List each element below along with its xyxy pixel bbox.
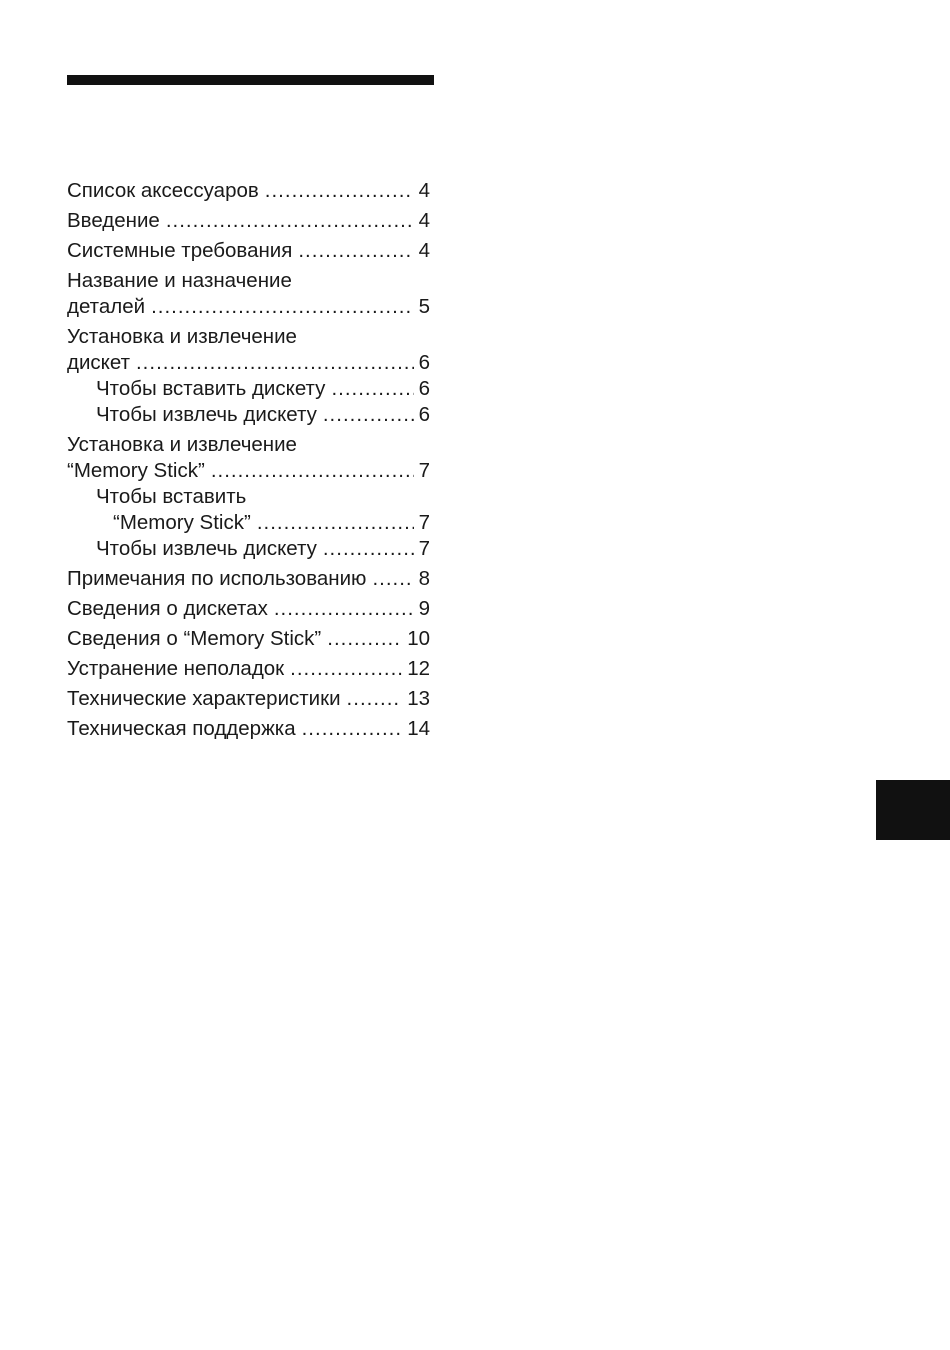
toc-page-number: 4 xyxy=(418,179,430,202)
toc-dot-leader xyxy=(302,716,403,742)
toc-entry-about-floppies[interactable] xyxy=(67,596,430,622)
toc-entry-title: Чтобы извлечь дискету xyxy=(96,403,317,426)
toc-entry-memory-stick-insert-remove[interactable] xyxy=(67,432,430,484)
toc-dot-leader xyxy=(211,458,414,484)
toc-entry-title: дискет xyxy=(67,351,130,374)
toc-entry-title-line1: Чтобы вставить xyxy=(96,485,247,508)
toc-page-number: 9 xyxy=(418,597,430,620)
toc-page-number: 10 xyxy=(407,627,430,650)
toc-entry-introduction[interactable] xyxy=(67,208,430,234)
toc-dot-leader xyxy=(323,402,414,428)
toc-page-number: 14 xyxy=(407,717,430,740)
toc-entry-about-memory-stick[interactable] xyxy=(67,626,430,652)
toc-entry-title-line1: Установка и извлечение xyxy=(67,433,297,456)
toc-page-number: 6 xyxy=(418,377,430,400)
toc-entry-title: Системные требования xyxy=(67,239,293,262)
toc-dot-leader xyxy=(347,686,403,712)
toc-entry-title: Сведения о “Memory Stick” xyxy=(67,627,322,650)
toc-dot-leader xyxy=(166,208,414,234)
toc-subentry-insert-floppy[interactable] xyxy=(67,376,430,402)
toc-entry-title: “Memory Stick” xyxy=(67,459,205,482)
toc-dot-leader xyxy=(136,350,414,376)
toc-entry-title: Устранение неполадок xyxy=(67,657,285,680)
toc-subentry-remove-memory-stick[interactable] xyxy=(67,536,430,562)
toc-page-number: 4 xyxy=(418,209,430,232)
toc-entry-floppy-insert-remove[interactable] xyxy=(67,324,430,376)
toc-dot-leader xyxy=(372,566,413,592)
toc-subentry-remove-floppy[interactable] xyxy=(67,402,430,428)
toc-dot-leader xyxy=(257,510,414,536)
toc-dot-leader xyxy=(265,178,414,204)
toc-entry-title: Технические характеристики xyxy=(67,687,341,710)
toc-entry-title-line1: Установка и извлечение xyxy=(67,325,297,348)
language-thumb-tab xyxy=(876,780,950,840)
toc-page-number: 7 xyxy=(418,511,430,534)
toc-page-number: 13 xyxy=(407,687,430,710)
toc-entry-system-requirements[interactable] xyxy=(67,238,430,264)
toc-subentry-insert-memory-stick[interactable] xyxy=(67,484,430,536)
toc-entry-usage-notes[interactable] xyxy=(67,566,430,592)
toc-entry-troubleshooting[interactable] xyxy=(67,656,430,682)
toc-entry-title-line1: Название и назначение xyxy=(67,269,292,292)
toc-page-number: 7 xyxy=(418,537,430,560)
toc-entry-parts[interactable] xyxy=(67,268,430,320)
toc-dot-leader xyxy=(274,596,414,622)
toc-page-number: 6 xyxy=(418,351,430,374)
toc-entry-title: Сведения о дискетах xyxy=(67,597,268,620)
toc-page-number: 4 xyxy=(418,239,430,262)
toc-page-number: 5 xyxy=(418,295,430,318)
toc-dot-leader xyxy=(298,238,413,264)
toc-dot-leader xyxy=(327,626,402,652)
toc-entry-title: Введение xyxy=(67,209,160,232)
toc-page-number: 7 xyxy=(418,459,430,482)
toc-entry-title: Техническая поддержка xyxy=(67,717,296,740)
toc-entry-title: Список аксессуаров xyxy=(67,179,259,202)
table-of-contents xyxy=(67,178,430,746)
header-rule xyxy=(67,75,434,85)
toc-entry-specifications[interactable] xyxy=(67,686,430,712)
toc-entry-title: Примечания по использованию xyxy=(67,567,367,590)
toc-dot-leader xyxy=(151,294,414,320)
toc-entry-title: Чтобы вставить дискету xyxy=(96,377,326,400)
toc-entry-technical-support[interactable] xyxy=(67,716,430,742)
toc-page-number: 12 xyxy=(407,657,430,680)
toc-dot-leader xyxy=(290,656,402,682)
toc-entry-accessories[interactable] xyxy=(67,178,430,204)
toc-dot-leader xyxy=(323,536,414,562)
toc-page-number: 8 xyxy=(418,567,430,590)
toc-entry-title: Чтобы извлечь дискету xyxy=(96,537,317,560)
toc-entry-title: “Memory Stick” xyxy=(113,511,251,534)
toc-page-number: 6 xyxy=(418,403,430,426)
toc-entry-title: деталей xyxy=(67,295,146,318)
toc-dot-leader xyxy=(331,376,413,402)
